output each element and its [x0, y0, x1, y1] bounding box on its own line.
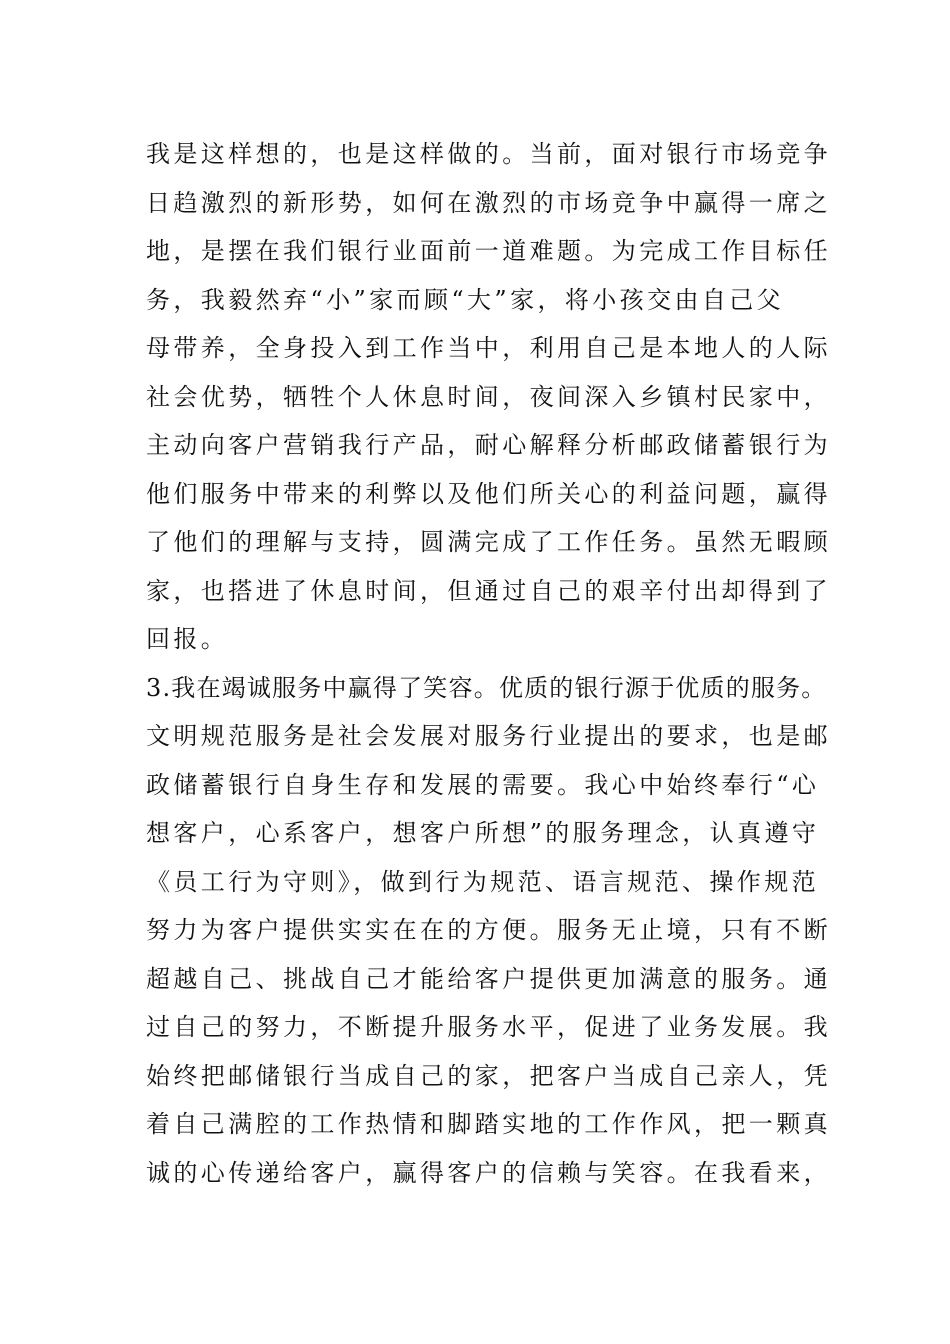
text-line: 着自己满腔的工作热情和脚踏实地的工作作风，把一颗真 [146, 1110, 831, 1138]
text-line: 诚的心传递给客户，赢得客户的信赖与笑容。在我看来， [146, 1158, 831, 1187]
text-line: 日趋激烈的新形势，如何在激烈的市场竞争中赢得一席之 [146, 188, 831, 217]
text-line: 超越自己、挑战自己才能给客户提供更加满意的服务。通 [146, 964, 831, 993]
text-line: 过自己的努力，不断提升服务水平，促进了业务发展。我 [146, 1013, 831, 1041]
text-line: 主动向客户营销我行产品，耐心解释分析邮政储蓄银行为 [146, 431, 831, 459]
text-line: 社会优势，牺牲个人休息时间，夜间深入乡镇村民家中， [146, 382, 831, 411]
body-text [146, 130, 836, 1197]
text-line: 我是这样想的，也是这样做的。当前，面对银行市场竞争 [146, 140, 831, 168]
text-line: 母带养，全身投入到工作当中，利用自己是本地人的人际 [146, 334, 831, 362]
text-line: 地，是摆在我们银行业面前一道难题。为完成工作目标任 [146, 237, 831, 265]
text-line: 家，也搭进了休息时间，但通过自己的艰辛付出却得到了 [146, 576, 831, 605]
text-line: 他们服务中带来的利弊以及他们所关心的利益问题，赢得 [146, 479, 831, 508]
text-line: 努力为客户提供实实在在的方便。服务无止境，只有不断 [146, 916, 831, 944]
text-line: 《员工行为守则》，做到行为规范、语言规范、操作规范 [146, 867, 819, 896]
text-line: 想客户，心系客户，想客户所想”的服务理念，认真遵守 [146, 819, 820, 847]
text-line: 务，我毅然弃“小”家而顾“大”家，将小孩交由自己父 [146, 285, 785, 314]
text-line: 回报。 [146, 625, 229, 653]
section-heading-line: 3.我在竭诚服务中赢得了笑容。优质的银行源于优质的服务。 [146, 673, 827, 702]
text-line: 文明规范服务是社会发展对服务行业提出的要求，也是邮 [146, 722, 831, 750]
text-line: 了他们的理解与支持，圆满完成了工作任务。虽然无暇顾 [146, 528, 831, 556]
text-line: 始终把邮储银行当成自己的家，把客户当成自己亲人，凭 [146, 1061, 831, 1090]
text-line: 政储蓄银行自身生存和发展的需要。我心中始终奉行“心 [146, 770, 820, 799]
